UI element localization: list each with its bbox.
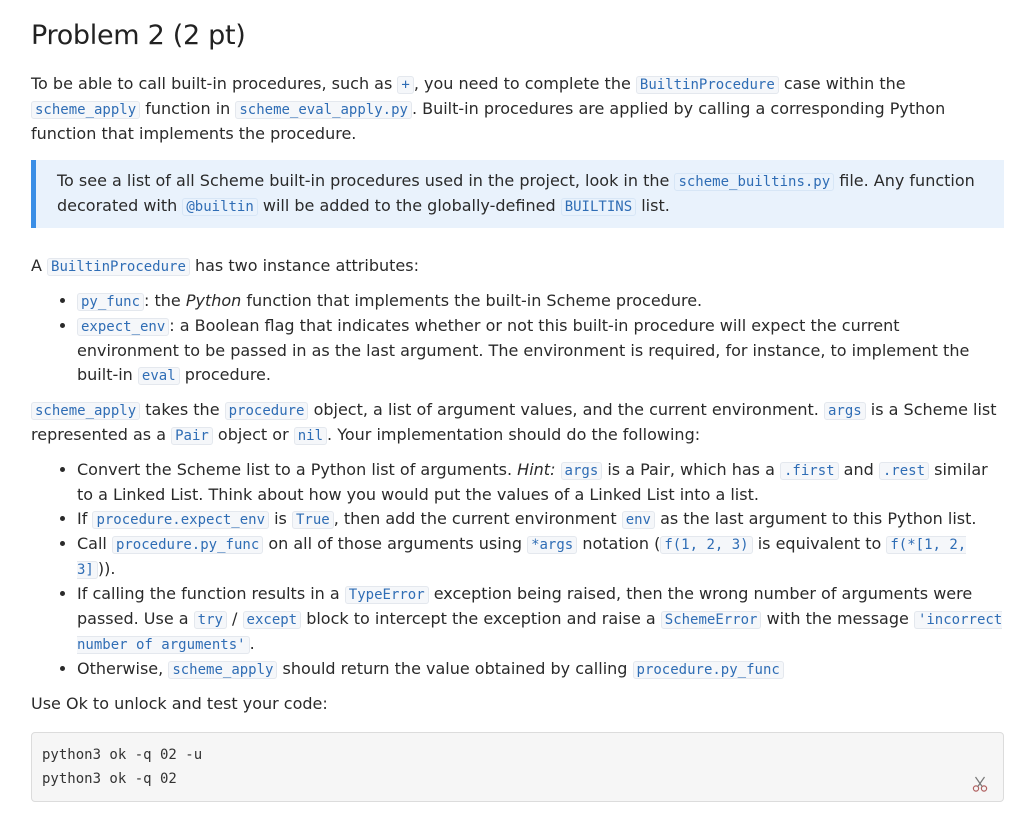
inline-code: eval xyxy=(138,367,180,385)
text: / xyxy=(226,609,243,628)
inline-code: .rest xyxy=(879,462,929,480)
attrs-intro xyxy=(31,254,1004,279)
inline-code: scheme_eval_apply.py xyxy=(235,101,412,119)
text: Convert the Scheme list to a Python list of arguments. xyxy=(77,460,518,479)
text: is a Scheme list represented as a xyxy=(31,400,997,444)
inline-code: nil xyxy=(294,427,327,445)
text: similar to a Linked List. Think about how you would put the values of a Linked List into a list. xyxy=(77,460,988,504)
text: exception being raised, then the wrong number of arguments were passed. Use a xyxy=(77,584,973,628)
text: A xyxy=(31,256,48,275)
inline-code: scheme_apply xyxy=(31,402,140,420)
inline-code: f(1, 2, 3) xyxy=(660,536,752,554)
list-item xyxy=(77,507,1004,532)
inline-code: try xyxy=(194,611,227,629)
code-block[interactable] xyxy=(31,732,1004,802)
text: file. Any function decorated with xyxy=(57,171,975,215)
inline-code: env xyxy=(622,511,655,529)
inline-code: Pair xyxy=(171,427,213,445)
inline-code: 'incorrect number of arguments' xyxy=(77,612,1003,653)
text: has two instance attributes: xyxy=(189,256,419,275)
text: Otherwise, xyxy=(77,659,169,678)
inline-code: procedure.expect_env xyxy=(92,511,269,529)
text: procedure. xyxy=(179,365,271,384)
inline-code: .first xyxy=(780,462,839,480)
inline-code: True xyxy=(292,511,334,529)
list-item xyxy=(77,289,1004,314)
text: case within the xyxy=(778,74,906,93)
text: notation ( xyxy=(577,534,661,553)
text: . Your implementation should do the following: xyxy=(327,425,701,444)
scissors-icon[interactable] xyxy=(971,775,989,793)
command-line: python3 ok -q 02 xyxy=(42,771,177,787)
steps-list xyxy=(31,458,1004,682)
text: list. xyxy=(636,196,670,215)
list-item xyxy=(77,314,1004,388)
text: To be able to call built-in procedures, such as xyxy=(31,74,398,93)
text: : the xyxy=(144,291,186,310)
inline-code: SchemeError xyxy=(661,611,762,629)
inline-code: scheme_apply xyxy=(31,101,140,119)
text: object, a list of argument values, and the current environment. xyxy=(308,400,824,419)
inline-code: args xyxy=(824,402,866,420)
inline-code: scheme_builtins.py xyxy=(674,173,834,191)
command-line: python3 ok -q 02 -u xyxy=(42,747,203,763)
list-item xyxy=(77,582,1004,657)
text: as the last argument to this Python list. xyxy=(654,509,977,528)
inline-code: f(*[1, 2, 3] xyxy=(77,537,967,578)
text: , then add the current environment xyxy=(333,509,622,528)
inline-code: py_func xyxy=(77,293,144,311)
inline-code: BuiltinProcedure xyxy=(636,76,779,94)
problem-heading: Problem 2 (2 pt) xyxy=(31,20,246,51)
text: . xyxy=(249,634,255,653)
inline-code: expect_env xyxy=(77,318,169,336)
inline-code: scheme_apply xyxy=(168,661,277,679)
inline-code: except xyxy=(243,611,302,629)
inline-code: TypeError xyxy=(345,586,429,604)
emphasis: Python xyxy=(185,291,242,310)
text: is equivalent to xyxy=(752,534,887,553)
inline-code: @builtin xyxy=(182,198,257,216)
text: should return the value obtained by calling xyxy=(277,659,633,678)
inline-code: procedure.py_func xyxy=(633,661,784,679)
text: : a Boolean flag that indicates whether or not this built-in procedure will expect the current environment to be passed in as the last argument. The environment is required, for instance, to implement the built-in xyxy=(77,316,970,384)
text: on all of those arguments using xyxy=(263,534,528,553)
inline-code: procedure.py_func xyxy=(112,536,263,554)
ok-intro: Use Ok to unlock and test your code: xyxy=(31,694,328,713)
list-item xyxy=(77,532,1004,582)
intro-paragraph xyxy=(31,72,1004,146)
text: )). xyxy=(97,559,116,578)
inline-code: procedure xyxy=(225,402,309,420)
inline-code: *args xyxy=(527,536,577,554)
text: If calling the function results in a xyxy=(77,584,345,603)
text: with the message xyxy=(761,609,914,628)
text: object or xyxy=(212,425,294,444)
text: . Built-in procedures are applied by calling a corresponding Python function that implements the procedure. xyxy=(31,99,946,143)
text: , you need to complete the xyxy=(413,74,636,93)
text: function in xyxy=(140,99,236,118)
text: is xyxy=(269,509,292,528)
inline-code: BuiltinProcedure xyxy=(47,258,190,276)
inline-code: args xyxy=(561,462,603,480)
text: If xyxy=(77,509,93,528)
text: To see a list of all Scheme built-in procedures used in the project, look in the xyxy=(57,171,675,190)
attrs-list xyxy=(31,289,1004,388)
inline-code: BUILTINS xyxy=(561,198,636,216)
apply-paragraph xyxy=(31,398,1004,448)
text: Call xyxy=(77,534,112,553)
inline-code: + xyxy=(397,76,413,94)
list-item xyxy=(77,657,1004,682)
text: and xyxy=(838,460,879,479)
info-note xyxy=(31,160,1004,228)
text: block to intercept the exception and raise a xyxy=(301,609,661,628)
emphasis: Hint: xyxy=(517,460,556,479)
text: is a Pair, which has a xyxy=(602,460,780,479)
scissors-icon-svg xyxy=(971,775,989,793)
text xyxy=(555,460,560,479)
text: function that implements the built-in Scheme procedure. xyxy=(241,291,703,310)
text: takes the xyxy=(140,400,225,419)
text: will be added to the globally-defined xyxy=(257,196,561,215)
list-item xyxy=(77,458,1004,507)
